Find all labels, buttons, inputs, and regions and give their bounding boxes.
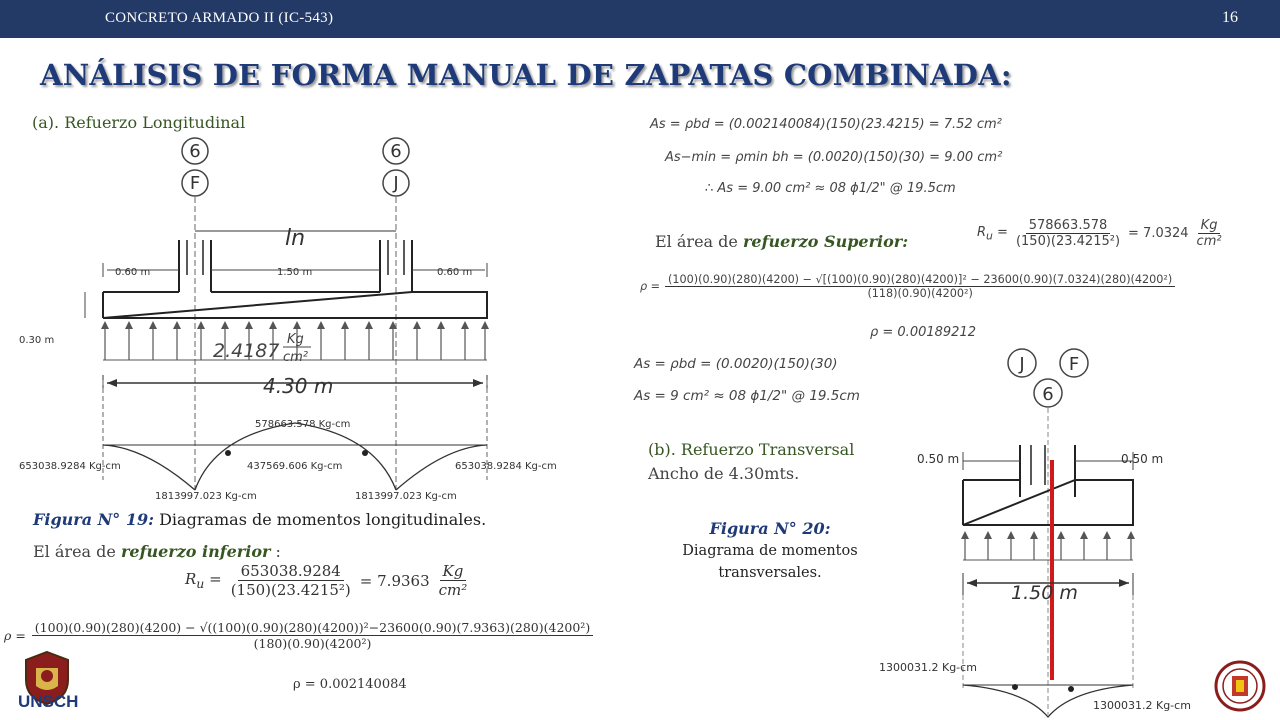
rho-formula: ρ = (100)(0.90)(280)(4200) − √((100)(0.90)(280)(4200))²−23600(0.90)(7.9363)(280)(4200²) (180)(0.90)(4200²): [4, 620, 593, 651]
ru2-unit-num: Kg: [1198, 218, 1221, 234]
header-bar: [0, 0, 1280, 38]
trans-dim-left: 0.50 m: [917, 452, 960, 466]
rho-denominator: (180)(0.90)(4200²): [253, 636, 372, 651]
superior-heading: [655, 232, 908, 251]
rho2-denominator: (118)(0.90)(4200²): [867, 287, 973, 300]
trans-moment-2: 1300031.2 Kg-cm: [1093, 699, 1191, 712]
rho2-numerator: (100)(0.90)(280)(4200) − √[(100)(0.90)(280)(4200)]² − 23600(0.90)(7.0324)(280)(4200²): [665, 273, 1175, 287]
eq-as-min: As−min = ρmin bh = (0.0020)(150)(30) = 9.00 cm²: [665, 150, 1003, 165]
eq-as-2-final: As = 9 cm² ≈ 08 ϕ1/2" @ 19.5cm: [634, 388, 860, 404]
school-seal-logo: [1214, 656, 1266, 716]
superior-prefix: El área de: [655, 232, 743, 251]
ru2-unit-den: cm²: [1196, 234, 1222, 249]
rho-numerator: (100)(0.90)(280)(4200) − √((100)(0.90)(280)(4200))²−23600(0.90)(7.9363)(280)(4200²): [32, 620, 593, 636]
moment-right: 653038.9284 Kg-cm: [455, 461, 557, 472]
col-label-F: F: [189, 173, 201, 194]
ru2-formula: $R_u$ = $\frac{578663.578}{\text{(150)(23.4215²)}}$ = 7.0324 $\frac{Kg}{\text{cm²}}$: [977, 218, 1225, 249]
section-a-heading: (a). Refuerzo Longitudinal: [32, 113, 246, 132]
ru-unit-num: Kg: [440, 562, 467, 581]
total-length: 4.30 m: [263, 374, 334, 398]
figure20-caption: [650, 518, 890, 584]
superior-em: refuerzo Superior:: [742, 232, 909, 251]
unsch-logo-text: UNSCH: [18, 692, 79, 711]
figure20-text-1: Diagrama de momentos: [682, 543, 858, 559]
eq-as-2: As = ρbd = (0.0020)(150)(30): [634, 356, 838, 372]
moment-support-2: 1813997.023 Kg-cm: [355, 491, 457, 502]
col-label-6a: 6: [189, 141, 201, 162]
ru2-result: = 7.0324: [1128, 226, 1189, 241]
page-title: ANÁLISIS DE FORMA MANUAL DE ZAPATAS COMBINADA:: [40, 58, 1012, 92]
load-value: 2.4187: [213, 340, 280, 362]
inferior-prefix: El área de: [33, 542, 121, 561]
trans-width: 1.50 m: [1011, 582, 1078, 604]
dim-1-50: 1.50 m: [277, 267, 313, 278]
inferior-suffix: :: [270, 542, 281, 561]
ln-label: ln: [285, 226, 306, 251]
ru2-denominator: (150)(23.4215²): [1015, 234, 1121, 249]
load-unit-num: Kg: [287, 332, 304, 347]
ru2-numerator: 578663.578: [1026, 218, 1111, 234]
col-J: J: [1019, 354, 1025, 375]
figure20-label: Figura N° 20:: [709, 519, 831, 538]
inferior-em: refuerzo inferior: [120, 542, 271, 561]
section-b-heading: (b). Refuerzo Transversal: [648, 440, 855, 459]
ru-denominator: (150)(23.4215²): [230, 581, 351, 599]
moment-support-1: 1813997.023 Kg-cm: [155, 491, 257, 502]
dim-0-60-right: 0.60 m: [437, 267, 473, 278]
ru-result: = 7.9363: [359, 571, 430, 590]
trans-moment-1: 1300031.2 Kg-cm: [879, 661, 977, 674]
course-title: CONCRETO ARMADO II (IC-543): [105, 10, 334, 26]
longitudinal-diagram: [15, 135, 565, 505]
col-label-6b: 6: [390, 141, 402, 162]
moment-mid: 578663.578 Kg-cm: [255, 419, 351, 430]
dim-0-30: 0.30 m: [19, 335, 55, 346]
rho2-result: ρ = 0.00189212: [870, 325, 976, 340]
col-label-J: J: [393, 173, 399, 194]
ru-numerator: 653038.9284: [238, 562, 344, 581]
moment-left: 653038.9284 Kg-cm: [19, 461, 121, 472]
moment-center: 437569.606 Kg-cm: [247, 461, 343, 472]
dim-0-60-left: 0.60 m: [115, 267, 151, 278]
figure20-text-2: transversales.: [718, 565, 822, 581]
rho2-formula: ρ = (100)(0.90)(280)(4200) − √[(100)(0.90)(280)(4200)]² − 23600(0.90)(7.0324)(280)(4200²) (118)(0.90)(4200²): [640, 273, 1175, 300]
ancho-text: Ancho de 4.30mts.: [648, 464, 800, 483]
inferior-heading: [33, 542, 281, 561]
rho-result: ρ = 0.002140084: [293, 677, 407, 692]
ru-lhs: R: [185, 570, 197, 588]
transverse-diagram: [875, 345, 1205, 720]
figure19-text: Diagramas de momentos longitudinales.: [154, 510, 487, 529]
col-F: F: [1068, 354, 1080, 375]
figure19-label: Figura N° 19:: [33, 510, 154, 529]
eq-as-final: ∴ As = 9.00 cm² ≈ 08 ϕ1/2" @ 19.5cm: [705, 181, 956, 196]
ru-formula: $R_u$ = $\frac{653038.9284}{\text{(150)(23.4215²)}}$ = 7.9363 $\frac{Kg}{\text{cm²}}$: [185, 562, 470, 599]
ru-sub: u: [196, 576, 205, 591]
eq-as: As = ρbd = (0.002140084)(150)(23.4215) = 7.52 cm²: [650, 117, 1002, 132]
col-6: 6: [1042, 384, 1054, 405]
trans-dim-right: 0.50 m: [1121, 452, 1164, 466]
ru-unit-den: cm²: [438, 581, 468, 599]
load-unit-den: cm²: [283, 350, 309, 365]
page-number: 16: [1222, 9, 1238, 26]
figure19-caption: [33, 510, 486, 529]
